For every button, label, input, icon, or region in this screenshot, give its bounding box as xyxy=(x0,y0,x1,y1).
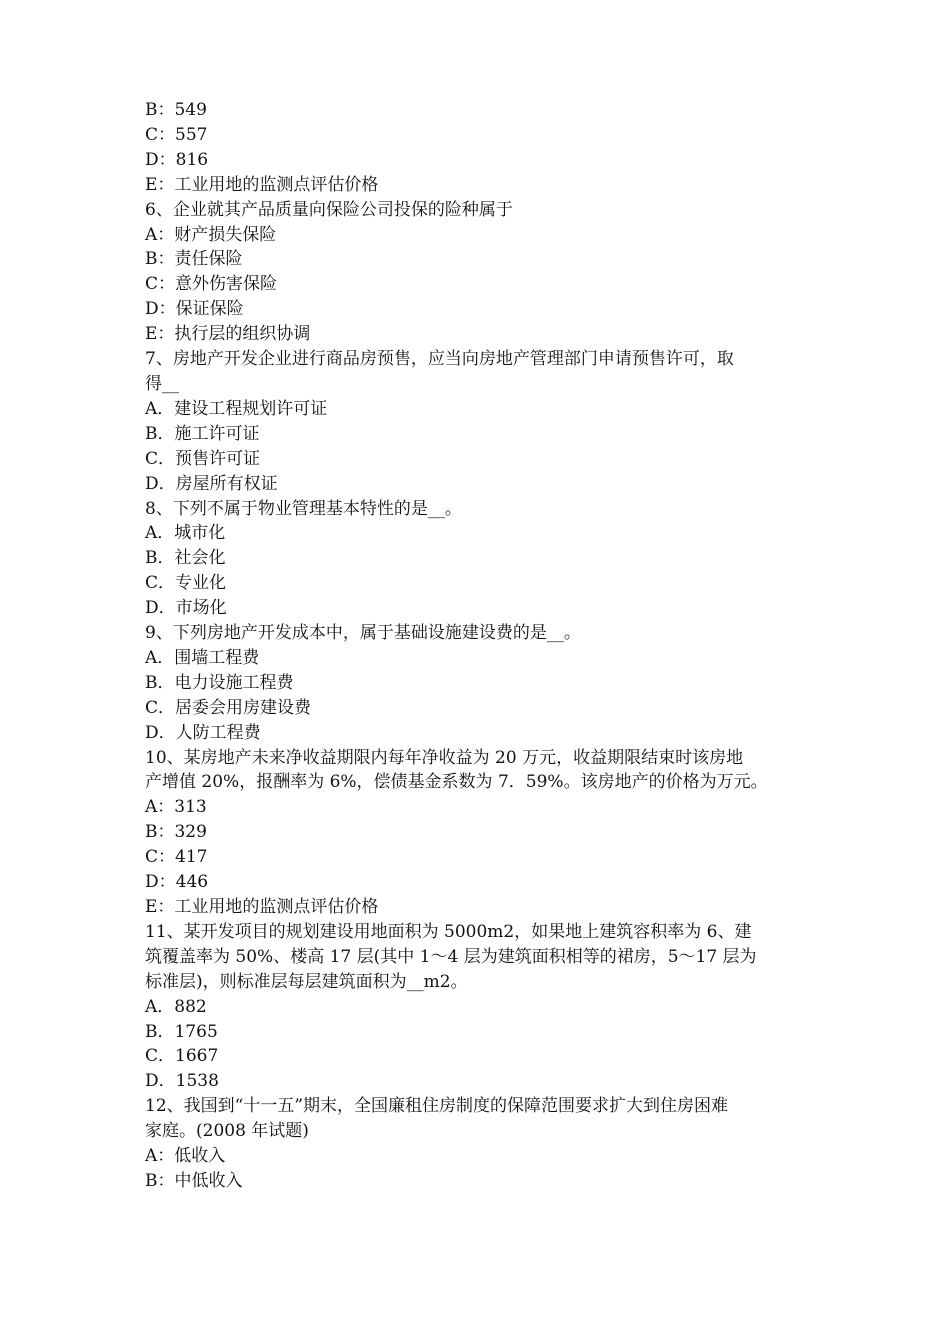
text-line: 家庭。(2008 年试题) xyxy=(145,1121,309,1142)
question-6: 6、企业就其产品质量向保险公司投保的险种属于 xyxy=(145,199,513,220)
text-line: C．1667 xyxy=(145,1046,219,1067)
text-line: D．人防工程费 xyxy=(145,722,261,743)
text-line: C：557 xyxy=(145,124,208,145)
text-line: C．居委会用房建设费 xyxy=(145,697,312,718)
question-11: 11、某开发项目的规划建设用地面积为 5000m2，如果地上建筑容积率为 6、建 xyxy=(145,921,752,942)
document-page xyxy=(145,98,825,1194)
text-line: A：313 xyxy=(145,797,207,818)
text-line: A：低收入 xyxy=(145,1146,226,1167)
text-line: B．施工许可证 xyxy=(145,423,260,444)
text-line: 产增值 20%，报酬率为 6%，偿债基金系数为 7．59%。该房地产的价格为万元。 xyxy=(145,772,768,793)
text-line: 得__ xyxy=(145,373,179,394)
text-line: B：329 xyxy=(145,822,207,843)
text-line: D．1538 xyxy=(145,1071,219,1092)
text-line: B：责任保险 xyxy=(145,249,243,270)
question-8: 8、下列不属于物业管理基本特性的是__。 xyxy=(145,498,462,519)
text-line: D．市场化 xyxy=(145,598,227,619)
question-9: 9、下列房地产开发成本中，属于基础设施建设费的是__。 xyxy=(145,623,581,644)
question-10: 10、某房地产未来净收益期限内每年净收益为 20 万元，收益期限结束时该房地 xyxy=(145,747,744,768)
text-line: C．专业化 xyxy=(145,573,227,594)
text-line: 筑覆盖率为 50%、楼高 17 层(其中 1～4 层为建筑面积相等的裙房，5～17 层为 xyxy=(145,946,757,967)
text-line: C：417 xyxy=(145,847,208,868)
text-line: B：中低收入 xyxy=(145,1170,243,1191)
question-7: 7、房地产开发企业进行商品房预售，应当向房地产管理部门申请预售许可，取 xyxy=(145,349,734,370)
text-line: B．社会化 xyxy=(145,548,226,569)
text-line: D：446 xyxy=(145,872,209,893)
text-line: E：工业用地的监测点评估价格 xyxy=(145,174,379,195)
text-line: D．房屋所有权证 xyxy=(145,473,278,494)
text-line: A．城市化 xyxy=(145,523,226,544)
text-line: A：财产损失保险 xyxy=(145,224,277,245)
text-line: 标准层)，则标准层每层建筑面积为__m2。 xyxy=(145,971,468,992)
text-line: D：保证保险 xyxy=(145,299,244,320)
question-12: 12、我国到“十一五”期末，全国廉租住房制度的保障范围要求扩大到住房困难 xyxy=(145,1096,729,1117)
text-line: B．电力设施工程费 xyxy=(145,672,294,693)
text-line: A．建设工程规划许可证 xyxy=(145,398,328,419)
text-line: A．围墙工程费 xyxy=(145,647,260,668)
text-line: C：意外伤害保险 xyxy=(145,274,278,295)
text-line: D：816 xyxy=(145,149,209,170)
text-line: B．1765 xyxy=(145,1021,218,1042)
text-line: A．882 xyxy=(145,996,207,1017)
text-line: C．预售许可证 xyxy=(145,448,261,469)
text-line: B：549 xyxy=(145,100,207,120)
text-line: E：执行层的组织协调 xyxy=(145,324,311,345)
text-line: E：工业用地的监测点评估价格 xyxy=(145,897,379,917)
